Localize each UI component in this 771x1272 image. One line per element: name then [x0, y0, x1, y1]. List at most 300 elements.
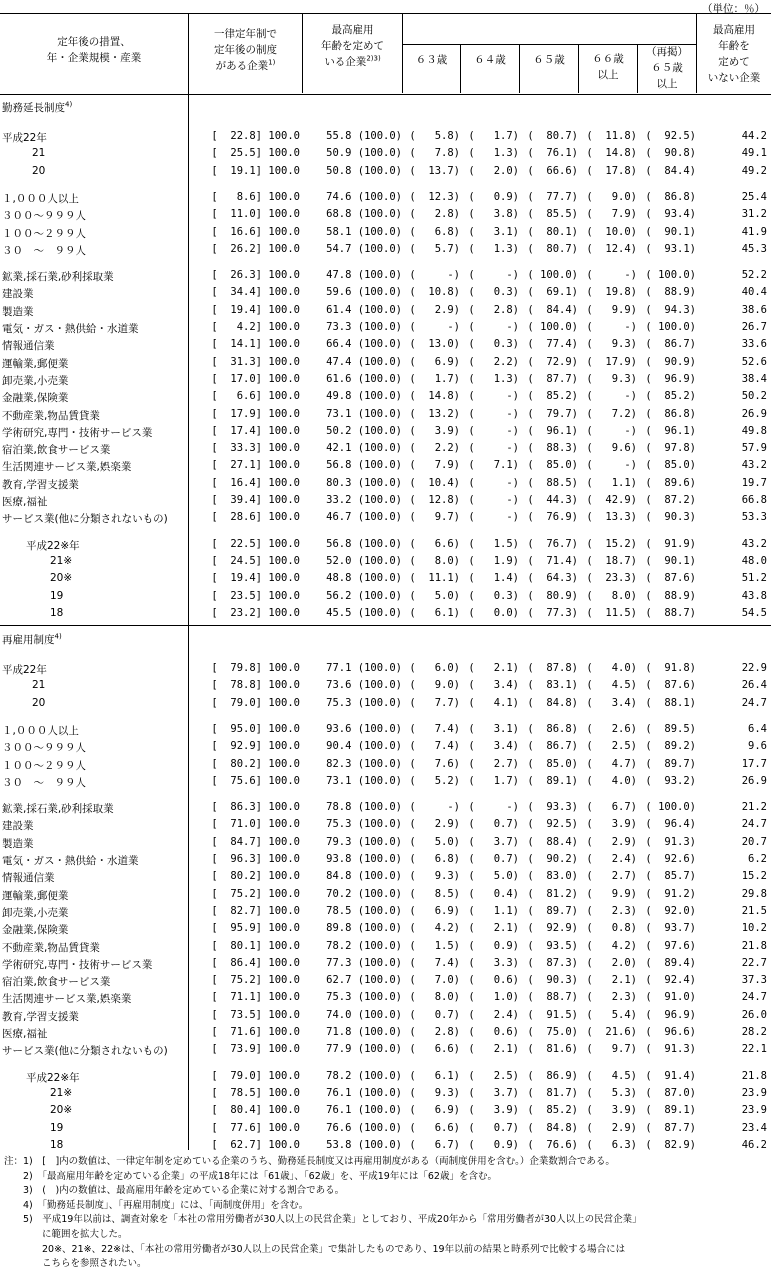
row-value: ( 2.4): [468, 1008, 519, 1021]
row-value: 46.2: [741, 1138, 767, 1151]
row-value: 100.0: [268, 904, 300, 917]
row-value: 53.3: [741, 511, 767, 524]
row-value: 75.3 (100.0): [326, 991, 402, 1004]
row-value: 24.7: [741, 991, 767, 1004]
row-value: [ 23.2]: [211, 606, 262, 619]
row-value: ( 96.9): [645, 1008, 696, 1021]
row-value: ( 5.0): [468, 870, 519, 883]
row-value: ( 85.0): [527, 757, 578, 770]
row-value: 82.3 (100.0): [326, 757, 402, 770]
row-value: ( 87.2): [645, 494, 696, 506]
row-value: [ 71.1]: [211, 991, 262, 1004]
row-value: ( 89.1): [527, 774, 578, 787]
row-value: 51.2: [741, 572, 767, 585]
row-value: [ 8.6]: [211, 190, 262, 203]
row-label: 不動産業,物品賃貸業: [2, 941, 100, 954]
row-value: 61.4 (100.0): [326, 303, 402, 316]
footnote: 注：1) [ ]内の数値は、一律定年制を定めている企業のうち、勤務延長制度又は再雇用制度がある（両制度併用を含む。）企業数割合である。: [4, 1156, 615, 1167]
row-value: [ 62.7]: [211, 1138, 262, 1151]
row-value: ( 4.5): [586, 1069, 637, 1082]
row-value: ( 94.3): [645, 303, 696, 316]
row-label: 不動産業,物品賃貸業: [2, 409, 100, 422]
row-value: 37.3: [741, 974, 767, 987]
row-value: ( 2.3): [586, 991, 637, 1004]
row-value: 26.4: [741, 679, 767, 692]
row-value: ( 4.1): [468, 696, 519, 709]
row-value: [ 73.9]: [211, 1043, 262, 1056]
row-value: ( 76.6): [527, 1138, 578, 1151]
row-value: ( 42.9): [586, 494, 637, 506]
row-value: 6.2: [748, 853, 767, 865]
table-row: [0, 775, 771, 792]
row-value: 24.7: [741, 696, 767, 709]
row-value: 100.0: [268, 242, 300, 255]
row-value: ( 93.2): [645, 774, 696, 787]
row-value: 93.8 (100.0): [326, 853, 402, 865]
table-row: [0, 321, 771, 338]
row-value: ( 1.1): [468, 904, 519, 917]
row-value: ( -): [468, 476, 519, 489]
row-value: [ 25.5]: [211, 147, 262, 160]
row-value: ( 2.1): [468, 922, 519, 935]
row-value: [ 75.6]: [211, 774, 262, 787]
row-value: ( 7.8): [409, 147, 460, 160]
table-row: [0, 1026, 771, 1043]
table-row: [0, 555, 771, 572]
row-value: 77.1 (100.0): [326, 662, 402, 674]
row-value: ( 88.1): [645, 696, 696, 709]
row-value: 100.0: [268, 589, 300, 602]
row-value: ( 3.8): [468, 208, 519, 221]
row-value: ( 5.4): [586, 1008, 637, 1021]
row-value: 15.2: [741, 870, 767, 883]
row-value: ( 1.3): [468, 372, 519, 385]
footnote: に範囲を拡大した。: [4, 1228, 128, 1240]
row-label: 20※: [50, 1104, 73, 1117]
footnote: 3) ( )内の数値は、最高雇用年齢を定めている企業に対する割合である。: [4, 1185, 345, 1197]
row-value: ( 87.8): [527, 662, 578, 674]
row-value: ( 3.9): [409, 424, 460, 437]
row-value: 73.3 (100.0): [326, 321, 402, 333]
row-value: ( 1.4): [468, 572, 519, 585]
row-value: 100.0: [268, 476, 300, 489]
row-value: ( 9.3): [586, 372, 637, 385]
row-value: ( 4.5): [586, 679, 637, 692]
row-value: 44.2: [741, 130, 767, 142]
row-value: ( -): [586, 321, 637, 333]
row-value: 100.0: [268, 991, 300, 1004]
row-value: ( 3.9): [468, 1104, 519, 1117]
row-value: ( 2.0): [586, 956, 637, 969]
row-value: ( 0.9): [468, 1138, 519, 1151]
row-value: 100.0: [268, 554, 300, 567]
row-value: 93.6 (100.0): [326, 722, 402, 735]
row-value: [ 4.2]: [211, 321, 262, 333]
row-value: ( 9.3): [586, 338, 637, 351]
row-value: 100.0: [268, 442, 300, 455]
row-value: ( 0.7): [468, 853, 519, 865]
row-value: 6.4: [748, 722, 767, 735]
row-value: ( 76.7): [527, 537, 578, 550]
row-value: 76.6 (100.0): [326, 1121, 402, 1134]
row-value: 61.6 (100.0): [326, 372, 402, 385]
row-value: ( 3.7): [468, 1086, 519, 1099]
row-value: 26.9: [741, 407, 767, 420]
row-value: 56.2 (100.0): [326, 589, 402, 602]
row-value: 100.0: [268, 939, 300, 952]
row-value: ( 89.4): [645, 956, 696, 969]
row-value: ( -): [586, 269, 637, 282]
row-value: ( 88.7): [527, 991, 578, 1004]
row-value: ( 3.9): [586, 1104, 637, 1117]
row-value: 56.8 (100.0): [326, 459, 402, 472]
row-value: ( 6.9): [409, 904, 460, 917]
row-label: 20※: [50, 572, 73, 585]
row-value: [ 75.2]: [211, 887, 262, 900]
row-label: 教育,学習支援業: [2, 478, 79, 491]
row-value: ( 71.4): [527, 554, 578, 567]
row-value: [ 19.4]: [211, 572, 262, 585]
row-value: ( 9.0): [586, 190, 637, 203]
row-label: 電気・ガス・熱供給・水道業: [2, 855, 139, 867]
row-value: ( 1.5): [468, 537, 519, 550]
row-value: [ 80.4]: [211, 1104, 262, 1117]
row-value: ( 87.6): [645, 679, 696, 692]
row-value: 57.9: [741, 442, 767, 455]
row-value: 100.0: [268, 338, 300, 351]
row-value: ( 1.0): [468, 991, 519, 1004]
row-value: ( 3.4): [468, 740, 519, 753]
header-age-64: ６４歳: [474, 54, 506, 66]
row-value: 75.3 (100.0): [326, 696, 402, 709]
row-label: 金融業,保険業: [2, 392, 69, 405]
row-value: ( 4.2): [409, 922, 460, 935]
row-label: サービス業(他に分類されないもの): [2, 513, 168, 526]
row-value: 73.6 (100.0): [326, 679, 402, 692]
table-row: [0, 740, 771, 757]
row-value: ( 86.8): [645, 190, 696, 203]
row-value: 100.0: [268, 537, 300, 550]
row-value: [ 82.7]: [211, 904, 262, 917]
row-value: ( -): [468, 442, 519, 455]
row-value: 50.2 (100.0): [326, 424, 402, 437]
row-value: ( 2.1): [468, 1043, 519, 1056]
row-value: 89.8 (100.0): [326, 922, 402, 935]
row-value: [ 79.8]: [211, 662, 262, 674]
table-row: [0, 758, 771, 775]
row-value: ( 7.2): [586, 407, 637, 420]
header-uniform-column: 一律定年制で 定年後の制度 がある企業$^{1)}$: [214, 28, 277, 72]
row-value: [ 33.3]: [211, 442, 262, 455]
row-label: １００～２９９人: [2, 759, 86, 772]
row-label: サービス業(他に分類されないもの): [2, 1045, 168, 1058]
table-row: [0, 1009, 771, 1026]
table-row: [0, 888, 771, 905]
table-row: [0, 723, 771, 740]
row-value: 62.7 (100.0): [326, 974, 402, 987]
row-value: 100.0: [268, 303, 300, 316]
row-value: 47.8 (100.0): [326, 269, 402, 282]
header-age-65: ６５歳: [533, 54, 565, 66]
row-value: 100.0: [268, 887, 300, 900]
row-value: 100.0: [268, 407, 300, 420]
row-value: 100.0: [268, 147, 300, 160]
row-label: 宿泊業,飲食サービス業: [2, 444, 111, 457]
row-value: ( 72.9): [527, 355, 578, 368]
row-value: 100.0: [268, 164, 300, 177]
row-value: ( 2.3): [586, 904, 637, 917]
row-value: 26.7: [741, 321, 767, 333]
row-label: 医療,福祉: [2, 1028, 48, 1040]
row-value: 100.0: [268, 208, 300, 221]
row-value: 21.8: [741, 1069, 767, 1082]
row-value: ( 85.5): [527, 208, 578, 221]
row-value: ( 2.9): [409, 818, 460, 831]
row-value: ( 86.7): [645, 338, 696, 351]
table-row: [0, 165, 771, 182]
row-value: 100.0: [268, 130, 300, 142]
row-value: 100.0: [268, 1008, 300, 1021]
row-value: 70.2 (100.0): [326, 887, 402, 900]
row-value: 23.4: [741, 1121, 767, 1134]
row-value: 52.6: [741, 355, 767, 368]
row-value: ( 88.5): [527, 476, 578, 489]
row-value: ( 1.7): [409, 372, 460, 385]
row-value: ( 9.0): [409, 679, 460, 692]
row-value: ( 7.4): [409, 722, 460, 735]
row-value: 76.1 (100.0): [326, 1104, 402, 1117]
row-label: 平成22年: [2, 132, 47, 144]
row-value: ( 4.0): [586, 662, 637, 674]
table-row: [0, 494, 771, 511]
row-value: 31.2: [741, 208, 767, 221]
table-row: [0, 390, 771, 407]
header-max-age-column: 最高雇用 年齢を定めて いる企業$^{2)3)}$: [321, 24, 384, 68]
row-value: ( 88.4): [527, 835, 578, 848]
row-value: 100.0: [268, 459, 300, 472]
row-value: ( 91.9): [645, 537, 696, 550]
row-value: 10.2: [741, 922, 767, 935]
table-row: [0, 511, 771, 528]
row-value: ( 13.0): [409, 338, 460, 351]
row-value: ( -): [468, 801, 519, 814]
row-value: ( -): [468, 494, 519, 506]
row-value: ( 1.5): [409, 939, 460, 952]
row-value: 23.9: [741, 1104, 767, 1117]
row-value: ( 3.4): [468, 679, 519, 692]
row-value: 46.7 (100.0): [326, 511, 402, 524]
row-value: 100.0: [268, 355, 300, 368]
row-value: ( 5.3): [586, 1086, 637, 1099]
row-value: 100.0: [268, 269, 300, 282]
row-value: 100.0: [268, 853, 300, 865]
row-value: [ 86.3]: [211, 801, 262, 814]
row-value: ( 9.7): [586, 1043, 637, 1056]
row-value: 79.3 (100.0): [326, 835, 402, 848]
row-value: [ 73.5]: [211, 1008, 262, 1021]
row-value: 17.7: [741, 757, 767, 770]
row-value: ( 77.7): [527, 190, 578, 203]
row-value: ( 3.4): [586, 696, 637, 709]
row-value: ( 2.4): [586, 853, 637, 865]
row-value: ( 87.7): [645, 1121, 696, 1134]
row-value: ( 87.7): [527, 372, 578, 385]
row-value: ( 90.8): [645, 147, 696, 160]
row-label: 鉱業,採石業,砂利採取業: [2, 271, 114, 284]
row-value: ( 1.7): [468, 130, 519, 142]
row-value: ( 88.9): [645, 589, 696, 602]
row-value: ( 17.8): [586, 164, 637, 177]
table-row: [0, 442, 771, 459]
row-value: ( 8.0): [586, 589, 637, 602]
row-label: 運輸業,郵便業: [2, 889, 69, 902]
row-value: ( 3.3): [468, 956, 519, 969]
row-value: 100.0: [268, 1104, 300, 1117]
row-value: [ 77.6]: [211, 1121, 262, 1134]
row-label: 医療,福祉: [2, 496, 48, 508]
row-value: ( 6.1): [409, 606, 460, 619]
unit-label: （単位：％）: [702, 3, 765, 15]
row-value: ( 64.3): [527, 572, 578, 585]
row-value: ( 13.2): [409, 407, 460, 420]
row-value: 100.0: [268, 662, 300, 674]
row-value: 68.8 (100.0): [326, 208, 402, 221]
row-value: ( 1.9): [468, 554, 519, 567]
row-value: [ 17.9]: [211, 407, 262, 420]
row-value: 56.8 (100.0): [326, 537, 402, 550]
row-value: ( 12.4): [586, 242, 637, 255]
row-value: ( 2.8): [409, 208, 460, 221]
row-value: ( 85.0): [527, 459, 578, 472]
row-value: 48.0: [741, 554, 767, 567]
row-value: ( -): [468, 269, 519, 282]
row-value: ( 93.5): [527, 939, 578, 952]
footnote: 5) 平成19年以前は、調査対象を「本社の常用労働者が30人以上の民営企業」としており、平成20年から「常用労働者が30人以上の民営企業」: [4, 1214, 642, 1226]
row-value: 100.0: [268, 722, 300, 735]
row-value: ( 96.4): [645, 818, 696, 831]
row-value: ( 100.0): [645, 321, 696, 333]
row-label: 生活関連サービス業,娯楽業: [2, 461, 132, 474]
row-value: ( 76.1): [527, 147, 578, 160]
row-label: 学術研究,専門・技術サービス業: [2, 958, 153, 971]
row-value: ( 91.0): [645, 991, 696, 1004]
table-row: [0, 1122, 771, 1139]
row-label: 生活関連サービス業,娯楽業: [2, 993, 132, 1006]
row-value: ( 83.0): [527, 870, 578, 883]
row-label: 21※: [50, 1086, 73, 1099]
row-value: 74.0 (100.0): [326, 1008, 402, 1021]
row-value: ( 86.8): [645, 407, 696, 420]
row-value: 58.1 (100.0): [326, 225, 402, 238]
row-value: ( 6.3): [586, 1138, 637, 1151]
row-value: ( -): [468, 321, 519, 333]
table-row: [0, 818, 771, 835]
row-label: 平成22※年: [26, 1071, 80, 1084]
row-value: [ 24.5]: [211, 554, 262, 567]
table-row: [0, 853, 771, 870]
row-value: ( 0.7): [468, 818, 519, 831]
row-value: 100.0: [268, 424, 300, 437]
row-value: ( 6.8): [409, 225, 460, 238]
row-value: 84.8 (100.0): [326, 870, 402, 883]
header-age-63: ６３歳: [415, 54, 448, 66]
table-row: [0, 130, 771, 147]
row-label: 18: [50, 606, 64, 619]
row-value: 47.4 (100.0): [326, 355, 402, 368]
row-label: 建設業: [2, 820, 34, 833]
footnote: こちらを参照されたい。: [4, 1258, 147, 1270]
row-value: 50.2: [741, 390, 767, 403]
row-value: ( 12.3): [409, 190, 460, 203]
row-value: 9.6: [748, 740, 767, 753]
footnote: 20※、21※、22※は、「本社の常用労働者が30人以上の民営企業」で集計したものであり、19年以前の結果と時系列で比較する場合には: [4, 1243, 626, 1255]
row-value: ( 85.0): [645, 459, 696, 472]
row-value: ( 11.1): [409, 572, 460, 585]
row-value: ( 87.6): [645, 572, 696, 585]
row-value: 45.5 (100.0): [326, 606, 402, 619]
row-value: ( 12.8): [409, 494, 460, 506]
row-value: [ 28.6]: [211, 511, 262, 524]
row-value: ( 89.5): [645, 722, 696, 735]
row-value: ( 7.4): [409, 956, 460, 969]
row-value: ( 9.9): [586, 887, 637, 900]
row-value: 26.0: [741, 1008, 767, 1021]
row-value: ( 77.3): [527, 606, 578, 619]
row-value: 43.2: [741, 537, 767, 550]
row-value: ( 4.7): [586, 757, 637, 770]
row-value: ( 6.6): [409, 537, 460, 550]
row-value: ( 2.9): [586, 835, 637, 848]
row-value: 66.4 (100.0): [326, 338, 402, 351]
row-value: ( 81.7): [527, 1086, 578, 1099]
row-value: 100.0: [268, 390, 300, 403]
row-value: ( 92.5): [527, 818, 578, 831]
row-value: ( 88.7): [645, 606, 696, 619]
header-age-66-plus: ６６歳 以上: [592, 53, 624, 81]
row-value: [ 95.0]: [211, 722, 262, 735]
row-value: 50.9 (100.0): [326, 147, 402, 160]
row-value: 80.3 (100.0): [326, 476, 402, 489]
row-value: ( 84.8): [527, 1121, 578, 1134]
row-value: ( 6.6): [409, 1121, 460, 1134]
row-value: ( 88.9): [645, 286, 696, 299]
row-value: 100.0: [268, 321, 300, 333]
row-value: ( 21.6): [586, 1026, 637, 1038]
row-value: 100.0: [268, 372, 300, 385]
row-value: 100.0: [268, 774, 300, 787]
row-value: ( 92.0): [645, 904, 696, 917]
row-value: 54.7 (100.0): [326, 242, 402, 255]
row-value: ( 93.1): [645, 242, 696, 255]
row-value: ( 93.7): [645, 922, 696, 935]
row-value: [ 6.6]: [211, 390, 262, 403]
row-value: ( 2.0): [468, 164, 519, 177]
row-value: ( 91.4): [645, 1069, 696, 1082]
table-row: [0, 286, 771, 303]
row-value: 49.2: [741, 164, 767, 177]
row-value: ( 85.2): [527, 390, 578, 403]
table-row: [0, 1139, 771, 1156]
row-value: ( -): [468, 390, 519, 403]
row-value: ( 2.5): [468, 1069, 519, 1082]
row-value: [ 92.9]: [211, 740, 262, 753]
row-value: [ 26.3]: [211, 269, 262, 282]
row-label: 20: [32, 696, 46, 709]
row-value: [ 23.5]: [211, 589, 262, 602]
row-value: ( 2.9): [586, 1121, 637, 1134]
row-value: ( 6.7): [586, 801, 637, 814]
row-value: ( 93.3): [527, 801, 578, 814]
